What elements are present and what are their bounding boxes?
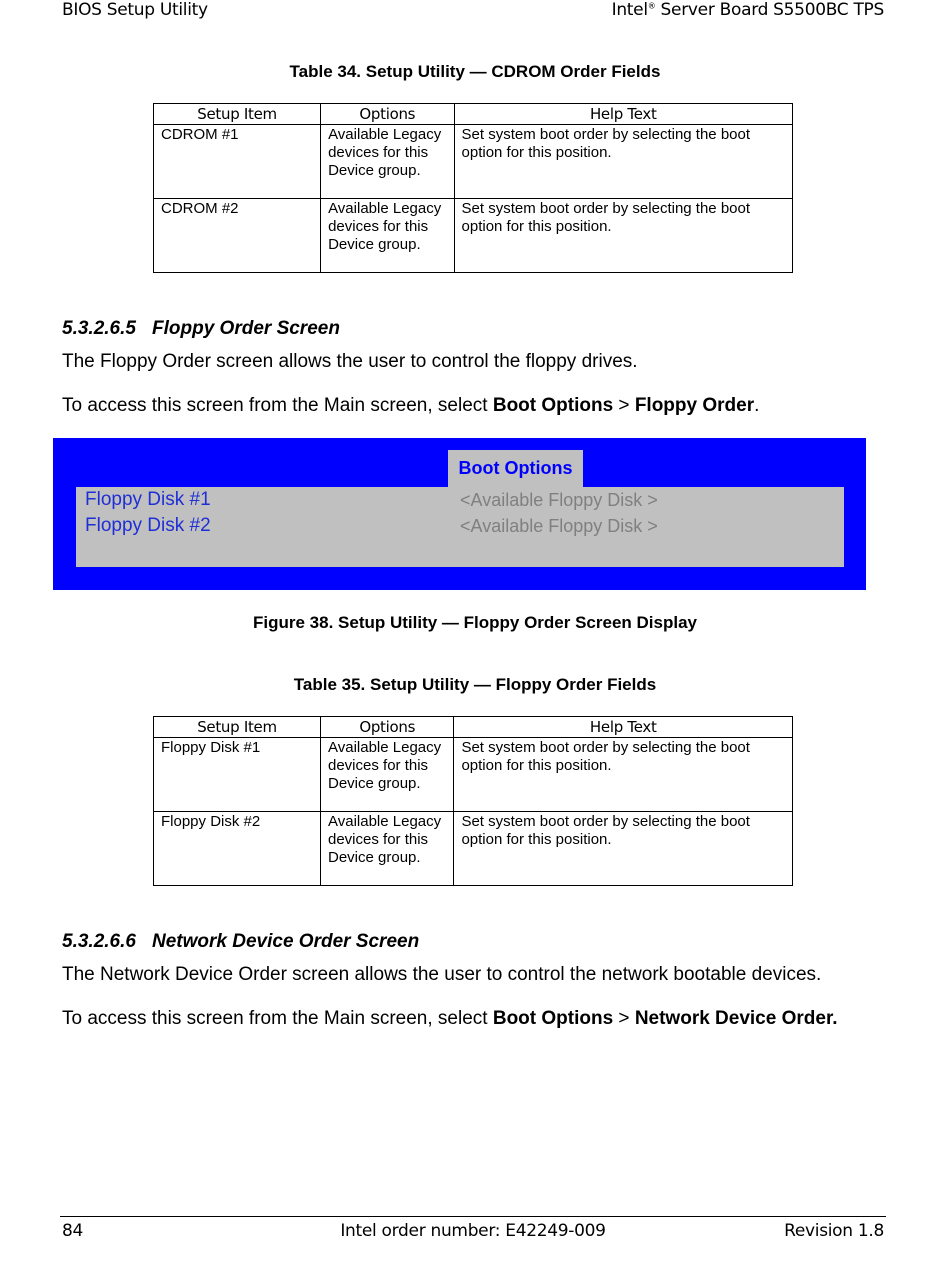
header-product: Server Board S5500BC TPS — [655, 0, 884, 20]
cell-help: Set system boot order by selecting the boot option for this position. — [454, 738, 793, 812]
order-number: Intel order number: E42249-009 — [340, 1221, 606, 1241]
menu-item-floppy-disk-1[interactable]: Floppy Disk #1 — [85, 489, 211, 510]
section-heading-network — [62, 931, 419, 953]
figure38-caption: Figure 38. Setup Utility — Floppy Order Screen Display — [253, 613, 697, 632]
table34 — [153, 103, 793, 273]
cell-help: Set system boot order by selecting the boot option for this position. — [454, 199, 792, 273]
cell-options: Available Legacy devices for this Device group. — [321, 812, 454, 886]
cell-options: Available Legacy devices for this Device group. — [321, 199, 454, 273]
table-row — [154, 199, 793, 273]
menu-path-boot-options: Boot Options — [492, 395, 614, 416]
table-row — [154, 738, 793, 812]
column-header: Options — [321, 104, 454, 125]
path-separator: > — [613, 395, 635, 416]
section-number: 5.3.2.6.6 — [62, 931, 136, 952]
network-intro-paragraph: The Network Device Order screen allows the user to control the network bootable devices. — [62, 964, 822, 985]
cell-help: Set system boot order by selecting the boot option for this position. — [454, 812, 793, 886]
column-header: Setup Item — [154, 717, 321, 738]
section-title: Floppy Order Screen — [152, 318, 340, 339]
column-header: Options — [321, 717, 454, 738]
cell-item: CDROM #1 — [154, 125, 321, 199]
header-left: BIOS Setup Utility — [62, 0, 208, 20]
para-text: . — [754, 395, 760, 416]
column-header: Setup Item — [154, 104, 321, 125]
menu-path-boot-options: Boot Options — [492, 1008, 614, 1029]
revision: Revision 1.8 — [784, 1221, 884, 1241]
network-access-paragraph — [62, 1008, 838, 1030]
column-header: Help Text — [454, 717, 793, 738]
cell-help: Set system boot order by selecting the boot option for this position. — [454, 125, 792, 199]
table34-caption: Table 34. Setup Utility — CDROM Order Fields — [289, 62, 661, 81]
table35 — [153, 716, 793, 886]
menu-value-floppy-disk-1[interactable]: <Available Floppy Disk > — [460, 490, 658, 510]
section-title: Network Device Order Screen — [152, 931, 420, 952]
cell-options: Available Legacy devices for this Device group. — [321, 738, 454, 812]
floppy-intro-paragraph: The Floppy Order screen allows the user to control the floppy drives. — [62, 351, 638, 372]
para-text: To access this screen from the Main screen, select — [62, 1008, 493, 1029]
cell-item: Floppy Disk #2 — [154, 812, 321, 886]
bios-screen-figure — [53, 438, 866, 590]
bios-panel — [76, 487, 844, 567]
table35-caption: Table 35. Setup Utility — Floppy Order Fields — [293, 675, 657, 694]
menu-path-floppy-order: Floppy Order — [634, 395, 755, 416]
section-number: 5.3.2.6.5 — [62, 318, 136, 339]
para-text: To access this screen from the Main screen, select — [62, 395, 493, 416]
table-row — [154, 125, 793, 199]
cell-item: CDROM #2 — [154, 199, 321, 273]
page-number: 84 — [62, 1221, 84, 1241]
cell-item: Floppy Disk #1 — [154, 738, 321, 812]
table-header-row — [154, 717, 793, 738]
registered-mark: ® — [647, 1, 656, 11]
header-brand: Intel — [611, 0, 648, 20]
table-row — [154, 812, 793, 886]
floppy-access-paragraph — [62, 395, 759, 417]
menu-value-floppy-disk-2[interactable]: <Available Floppy Disk > — [460, 516, 658, 536]
menu-item-floppy-disk-2[interactable]: Floppy Disk #2 — [85, 515, 211, 536]
path-separator: > — [613, 1008, 635, 1029]
header-right — [612, 0, 884, 20]
cell-options: Available Legacy devices for this Device group. — [321, 125, 454, 199]
footer-divider — [60, 1216, 886, 1217]
column-header: Help Text — [454, 104, 792, 125]
menu-path-network-device-order: Network Device Order. — [634, 1008, 838, 1029]
tab-boot-options[interactable]: Boot Options — [448, 450, 583, 487]
table-header-row — [154, 104, 793, 125]
section-heading-floppy — [62, 318, 340, 340]
